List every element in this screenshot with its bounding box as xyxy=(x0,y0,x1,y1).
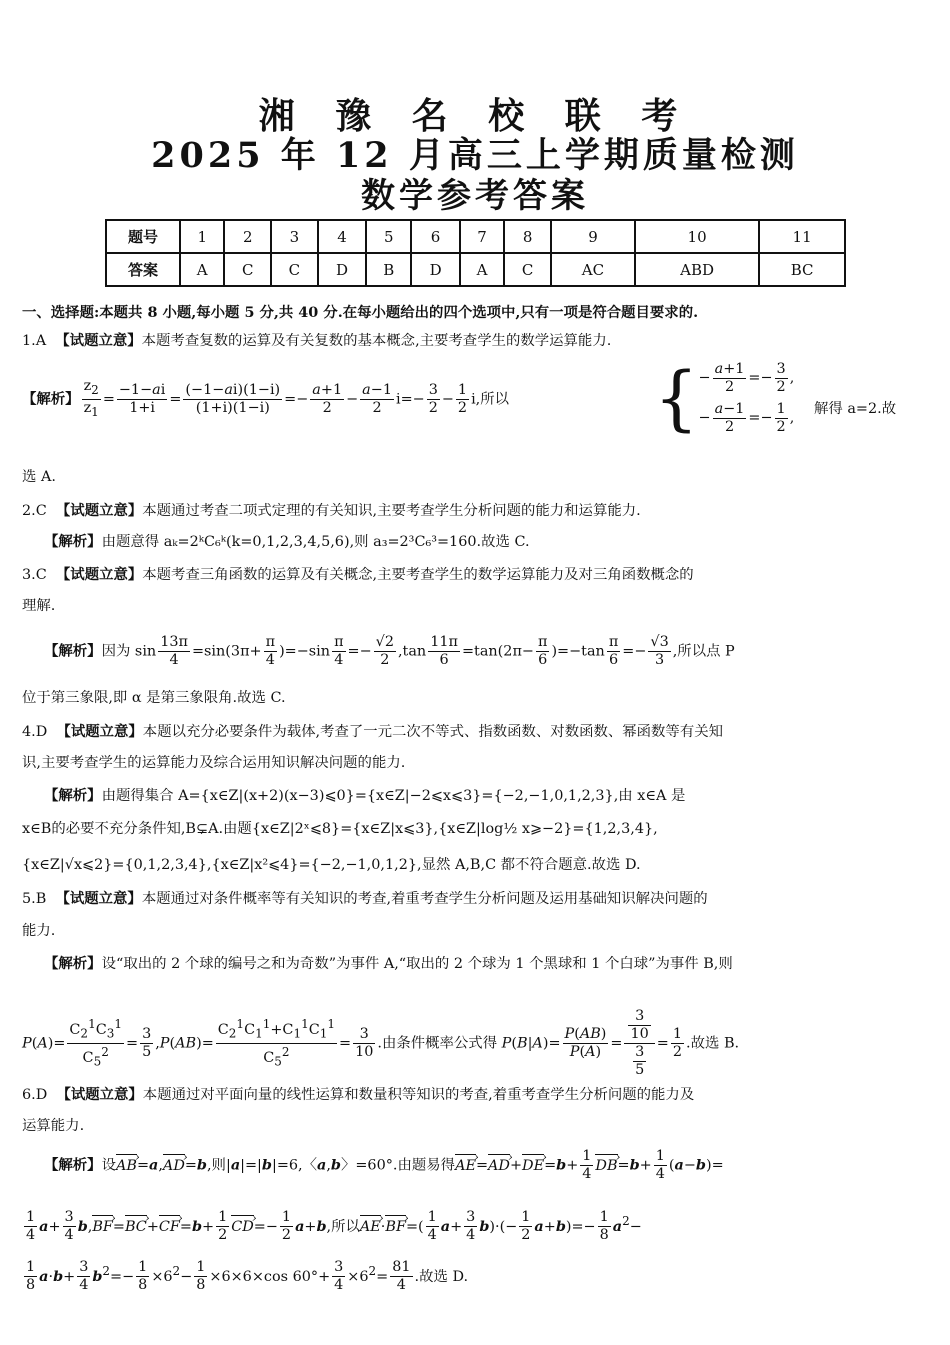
answer-cell: A xyxy=(460,253,504,286)
intent-tag: 【试题立意】 xyxy=(55,502,143,519)
number-cell: 4 xyxy=(318,220,367,253)
q4-intent-2: 识,主要考查学生的运算能力及综合运用知识解决问题的能力. xyxy=(22,755,406,771)
q3-sol-tail: ,所以点 P xyxy=(672,643,735,660)
q6-solution-3: $\frac{1}{8}$ a·b+ $\frac{3}{4}$ $b^2=-$ $\frac{1}{8}$ $\times 6^2-$ $\frac{1}{8}$ ×6×6×cos 60°+ $\frac{3}{4}$ $\times 6^2=$ $\frac{81}{4}$ .故选 D. xyxy=(26,1259,469,1294)
answer-cell: BC xyxy=(759,253,845,286)
q4-sol3: {x∈Z|√x⩽2}={0,1,2,3,4},{x∈Z|x²⩽4}={−2,−1,0,1,2},显然 A,B,C 都不符合题意.故选 D. xyxy=(22,857,641,873)
q3-sol-end: 位于第三象限,即 α 是第三象限角.故选 C. xyxy=(22,690,286,706)
analysis-tag: 【解析】 xyxy=(44,1156,102,1174)
intent-tag: 【试题立意】 xyxy=(56,723,143,740)
number-cell: 7 xyxy=(460,220,504,253)
q1-solution-formula: 【解析】 $\frac{z_2}{z_1}$ = $\frac{-1-ai}{1+i}$ = $\frac{(-1-ai)(1-i)}{(1+i)(1-i)}$ =− $\frac{a+1}{2}$ − $\frac{a-1}{2}$ i=− $\frac{3}{2}$ − $\frac{1}{2}$ i,所以 {− $\frac{a+1}{2}$ =− $\frac{3}{2}$ , − $\frac{a-1}{2}$ =− $\frac{1}{2}$ , 解得 a=2.故 xyxy=(22,357,897,439)
answer-table-answer-row xyxy=(106,253,845,286)
q2-number: 2.C xyxy=(22,503,47,519)
q3-intent-line xyxy=(22,560,928,590)
intent-tag: 【试题立意】 xyxy=(56,1086,143,1103)
q6-solution-2: $\frac{1}{4}$ a+ $\frac{3}{4}$ b,BF ›=BC ›+CF ›=b+ $\frac{1}{2}$ CD ›=− $\frac{1}{2}$ a+b,所以AE ›·BF ›=( $\frac{1}{4}$ a+ $\frac{3}{4}$ b)·(− $\frac{1}{2}$ a+b)=− $\frac{1}{8}$ $a^2-$ xyxy=(22,1206,928,1244)
q1-intent-line xyxy=(22,326,928,356)
answer-cell: C xyxy=(224,253,271,286)
answer-cell: AC xyxy=(551,253,635,286)
q6-intent-2: 运算能力. xyxy=(22,1118,85,1134)
answer-cell: B xyxy=(366,253,411,286)
q3-solution-formula: 【解析】因为 sin $\frac{13\pi}{4}$ =sin(3π+ $\frac{\pi}{4}$ )=−sin $\frac{\pi}{4}$ =− $\frac{√2}{2}$ ,tan $\frac{11\pi}{6}$ =tan(2π− $\frac{\pi}{6}$ )=−tan $\frac{\pi}{6}$ =− $\frac{√3}{3}$ ,所以点 P xyxy=(44,634,735,668)
number-cell: 11 xyxy=(759,220,845,253)
title-line1: 湘 豫 名 校 联 考 xyxy=(258,95,692,137)
q1-sol-end: 选 A. xyxy=(22,469,56,485)
q6-intent-line xyxy=(22,1080,928,1110)
title-line3: 数学参考答案 xyxy=(361,176,589,216)
answer-cell: D xyxy=(411,253,460,286)
q2-solution xyxy=(22,527,950,557)
number-cell: 1 xyxy=(180,220,224,253)
analysis-tag: 【解析】 xyxy=(44,533,102,550)
q6-intent: 本题通过对平面向量的线性运算和数量积等知识的考查,着重考查学生分析问题的能力及 xyxy=(142,1087,695,1103)
answer-cell: C xyxy=(504,253,551,286)
number-cell: 3 xyxy=(271,220,318,253)
q5-intent-2: 能力. xyxy=(22,923,56,939)
title-line2: 2025 年 12 月高三上学期质量检测 xyxy=(151,135,799,176)
analysis-tag: 【解析】 xyxy=(44,787,102,804)
intent-tag: 【试题立意】 xyxy=(55,566,143,583)
answer-table-number-row xyxy=(106,220,845,253)
q5-intent: 本题通过对条件概率等有关知识的考查,着重考查学生分析问题及运用基础知识解决问题的 xyxy=(141,891,708,907)
q4-intent: 本题以充分必要条件为载体,考查了一元二次不等式、指数函数、对数函数、幂函数等有关知 xyxy=(142,724,723,740)
analysis-tag: 【解析】 xyxy=(22,390,80,408)
answer-cell: C xyxy=(271,253,318,286)
analysis-tag: 【解析】 xyxy=(44,955,102,972)
number-cell: 8 xyxy=(504,220,551,253)
q1-intent: 本题考查复数的运算及有关复数的基本概念,主要考查学生的数学运算能力. xyxy=(141,333,612,349)
q2-intent: 本题通过考查二项式定理的有关知识,主要考查学生分析问题的能力和运算能力. xyxy=(142,503,641,519)
q3-intent-2: 理解. xyxy=(22,598,56,614)
q2-sol: 由题意得 aₖ=2ᵏC₆ᵏ(k=0,1,2,3,4,5,6),则 a₃=2³C₆³=160.故选 C. xyxy=(101,534,530,550)
q6-end: .故选 D. xyxy=(414,1268,469,1285)
q5-end: .故选 B. xyxy=(686,1035,740,1052)
answer-cell: A xyxy=(180,253,224,286)
intent-tag: 【试题立意】 xyxy=(55,890,142,907)
q6-solution-1: 【解析】设AB ›=a,AD ›=b,则|a|=|b|=6,〈a,b〉=60°.由题易得AE ›=AD ›+DE ›=b+ $\frac{1}{4}$ DB ›=b+ $\frac{1}{4}$ (a−b)= xyxy=(22,1148,950,1183)
intent-tag: 【试题立意】 xyxy=(55,332,142,349)
section-heading: 一、选择题:本题共 8 小题,每小题 5 分,共 40 分.在每小题给出的四个选项中,只有一项是符合题目要求的. xyxy=(22,304,699,321)
q5-solution-1 xyxy=(22,949,950,979)
number-cell: 5 xyxy=(366,220,411,253)
q4-solution-1 xyxy=(22,781,950,811)
q5-mid: .由条件概率公式得 xyxy=(377,1035,498,1052)
q5-number: 5.B xyxy=(22,891,47,907)
q4-sol1: 由题得集合 A={x∈Z|(x+2)(x−3)⩽0}={x∈Z|−2⩽x⩽3}={−2,−1,0,1,2,3},由 x∈A 是 xyxy=(101,788,686,804)
q3-intent: 本题考查三角函数的运算及有关概念,主要考查学生的数学运算能力及对三角函数概念的 xyxy=(142,567,694,583)
q5-intent-line xyxy=(22,884,928,914)
q4-number: 4.D xyxy=(22,724,48,740)
answer-cell: D xyxy=(318,253,367,286)
number-cell: 10 xyxy=(635,220,759,253)
analysis-tag: 【解析】 xyxy=(44,642,102,660)
q6-number: 6.D xyxy=(22,1087,48,1103)
answer-header: 答案 xyxy=(106,253,180,286)
number-header: 题号 xyxy=(106,220,180,253)
q4-sol2: x∈B的必要不充分条件知,B⊊A.由题{x∈Z|2ˣ⩽8}={x∈Z|x⩽3},{x∈Z|log½ x⩾−2}={1,2,3,4}, xyxy=(22,821,658,837)
q5-solution-formula: P(A)= $\frac{C_2^1C_3^1}{C_5^2}$ = $\frac{3}{5}$ ,P(AB)= $\frac{C_2^1C_1^1+C_1^1C_1^1}{C_5^2}$ = $\frac{3}{10}$ .由条件概率公式得 P(B|A)= $\frac{P(AB)}{P(A)}$ = $\frac{\frac{3}{10}}{\frac{3}{5}}$ = $\frac{1}{2}$ .故选 B. xyxy=(22,1008,740,1078)
number-cell: 9 xyxy=(551,220,635,253)
q2-intent-line xyxy=(22,496,928,526)
q3-number: 3.C xyxy=(22,567,47,583)
answer-cell: ABD xyxy=(635,253,759,286)
q1-number: 1.A xyxy=(22,333,47,349)
answer-table xyxy=(105,219,846,287)
number-cell: 2 xyxy=(224,220,271,253)
q1-sol-tail: 解得 a=2.故 xyxy=(814,401,897,417)
q4-intent-line xyxy=(22,717,928,747)
q5-sol1: 设“取出的 2 个球的编号之和为奇数”为事件 A,“取出的 2 个球为 1 个黑球和 1 个白球”为事件 B,则 xyxy=(101,956,733,972)
number-cell: 6 xyxy=(411,220,460,253)
